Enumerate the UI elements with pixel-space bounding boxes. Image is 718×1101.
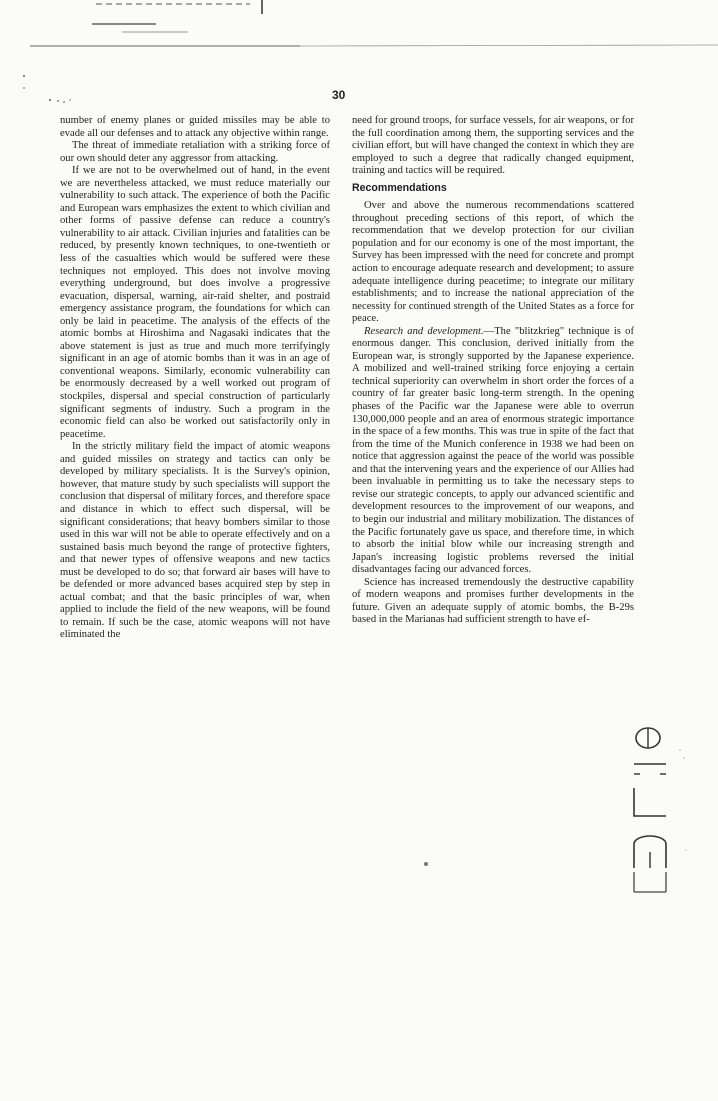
- left-column: [60, 115, 330, 642]
- research-text: —The "blitzkrieg" technique is of enormous danger. This conclusion, derived initially from the European war, is strongly supported by the Japanese experience. A mobilized and well-trained striking force enjoying a certain technical superiority can overwhelm in short order the forces of a country of far greater basic long-term strength. In the opening phases of the Pacific war the Japanese were able to overrun 130,000,000 people and an area of enormous strategic importance in the space of a few months. This was true in spite of the fact that from the time of the Munich conference in 1938 we had been on notice that aggression against the peace of the world was possible and that the intervening years and the experience of our Allies had been invaluable in permitting us to take the necessary steps to revise our strategic concepts, to apply our advanced scientific and development resources to the improvement of our weapons, and to begin our industrial and military mobilization. The distances of the Pacific fortunately gave us space, and therefore time, in which to absorb the initial blow while our increasing strength and Japan's increasing logistic problems reversed the initial disadvantages facing our advanced forces.: [352, 325, 634, 576]
- left-paragraph-1: number of enemy planes or guided missiles may be able to evade all our defenses and to attack any objective within range.: [60, 115, 330, 139]
- scan-speckles: [20, 70, 100, 110]
- left-paragraph-2: The threat of immediate retaliation with a striking force of our own should deter any aggressor from attacking.: [60, 140, 330, 164]
- right-continuation-paragraph: need for ground troops, for surface vessels, for air weapons, or for the full coordination among them, the supporting services and the civilian effort, but will have changed the context in which they are employed to such a degree that radically changed equipment, training and tactics will be required.: [352, 115, 634, 177]
- science-paragraph: Science has increased tremendously the destructive capability of modern weapons and promises further developments in the future. Given an adequate supply of atomic bombs, the B-29s based in the Marianas had sufficient strength to have ef-: [352, 576, 634, 626]
- research-lead: Research and development.: [364, 325, 484, 337]
- recommendations-paragraph: Over and above the numerous recommendations scattered throughout preceding sections of this report, of which the recommendation that we develop protection for our civilian population and for our economy is one of the most important, the Survey has been impressed with the need for concrete and prompt action to encourage adequate research and development; to assure adequate intelligence during peacetime; to integrate our military establishments; and to increase the national appreciation of the necessity for continued strength of the United States as a force for peace.: [352, 200, 634, 325]
- margin-stamp-letters: [630, 720, 710, 900]
- page-number: 30: [332, 88, 346, 102]
- left-paragraph-4: In the strictly military field the impact of atomic weapons and guided missiles on strategy and tactics can only be developed by military specialists. It is the Survey's opinion, however, that mature study by such specialists will support the conclusion that dispersal of military forces, and therefore space and distance in which to effect such dispersal, will be significant considerations; that heavy bombers similar to those used in this war will not be able to operate effectively and on a sustained basis much beyond the range of protective fighters, and that newer types of offensive weapons and new tactics must be developed to do so; that forward air bases will have to be defended or more advanced bases acquired step by step in actual combat; and that the basic principles of war, when applied to include the field of the new weapons, will be found to remain. If such be the case, atomic weapons will not have eliminated the: [60, 441, 330, 641]
- section-heading-recommendations: Recommendations: [352, 181, 447, 194]
- research-paragraph: [352, 326, 634, 577]
- scan-dot: [424, 862, 428, 866]
- left-paragraph-3: If we are not to be overwhelmed out of hand, in the event we are nevertheless attacked, we must reduce materially our vulnerability to such attack. The experience of both the Pacific and European wars emphasizes the extent to which civilian and other forms of passive defense can reduce a country's vulnerability to air attack. Civilian injuries and fatalities can be reduced, by presently known techniques, to one-twentieth or less of the casualties which would be suffered were these techniques not employed. This does not involve moving everything underground, but does involve a progressive evacuation, dispersal, warning, air-raid shelter, and postraid emergency assistance program, the foundations for which can only be laid in peacetime. The analysis of the effects of the atomic bombs at Hiroshima and Nagasaki indicates that the above statement is just as true and much more terrifyingly significant in an age of atomic bombs than it was in an age of conventional weapons. Similarly, economic vulnerability can be enormously decreased by a well worked out program of stockpiles, dispersal and special construction of particularly significant segments of industry. Such a program in the economic field can also be worked out satisfactorily only in peacetime.: [60, 165, 330, 440]
- right-column: [352, 115, 634, 627]
- header-scan-marks: [0, 0, 718, 60]
